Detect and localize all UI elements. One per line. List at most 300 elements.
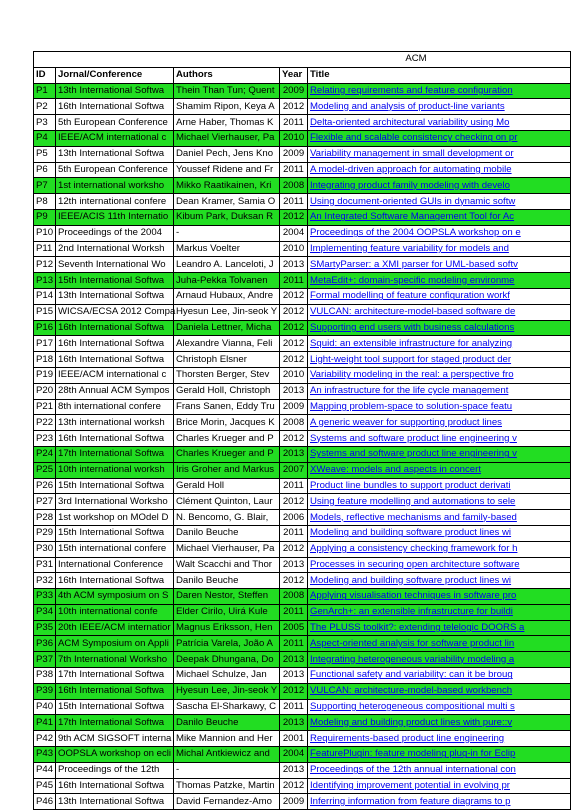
cell-journal: 15th International Softwa: [56, 699, 174, 715]
cell-id: P33: [34, 589, 56, 605]
cell-journal: Proceedings of the 12th: [56, 762, 174, 778]
cell-authors: Clément Quinton, Laur: [174, 494, 280, 510]
cell-year: 2012: [280, 209, 308, 225]
title-link[interactable]: GenArch+: an extensible infrastructure for buildi: [310, 606, 513, 618]
cell-year: 2013: [280, 762, 308, 778]
table-row: [34, 731, 571, 747]
table-row: [34, 431, 571, 447]
cell-journal: 16th International Softwa: [56, 336, 174, 352]
cell-authors: Youssef Ridene and Fr: [174, 162, 280, 178]
table-row: [34, 510, 571, 526]
title-link[interactable]: Integrating product family modeling with develo: [310, 179, 510, 191]
cell-authors: Hyesun Lee, Jin-seok Y: [174, 683, 280, 699]
cell-title: [308, 304, 571, 320]
cell-title: [308, 778, 571, 794]
table-row: [34, 336, 571, 352]
cell-journal: 17th International Softwa: [56, 668, 174, 684]
cell-id: P4: [34, 130, 56, 146]
cell-id: P17: [34, 336, 56, 352]
table-row: [34, 288, 571, 304]
title-link[interactable]: Inferring information from feature diagrams to p: [310, 795, 511, 807]
title-link[interactable]: Delta-oriented architectural variability using Mo: [310, 116, 510, 128]
cell-journal: 20th IEEE/ACM internatior: [56, 620, 174, 636]
header-journal: Jornal/Conference: [56, 67, 174, 83]
cell-journal: 1st international worksho: [56, 178, 174, 194]
cell-id: P6: [34, 162, 56, 178]
cell-year: 2010: [280, 241, 308, 257]
table-row: [34, 699, 571, 715]
table-row: [34, 304, 571, 320]
cell-id: P19: [34, 367, 56, 383]
cell-id: P9: [34, 209, 56, 225]
cell-authors: Shamim Ripon, Keya A: [174, 99, 280, 115]
cell-authors: Iris Groher and Markus: [174, 462, 280, 478]
cell-id: P15: [34, 304, 56, 320]
cell-title: [308, 431, 571, 447]
table-row: [34, 99, 571, 115]
cell-year: 2012: [280, 494, 308, 510]
cell-id: P16: [34, 320, 56, 336]
cell-title: [308, 699, 571, 715]
cell-journal: 28th Annual ACM Sympos: [56, 383, 174, 399]
cell-year: 2007: [280, 462, 308, 478]
cell-year: 2012: [280, 352, 308, 368]
cell-id: P14: [34, 288, 56, 304]
cell-id: P37: [34, 652, 56, 668]
cell-authors: Alexandre Vianna, Feli: [174, 336, 280, 352]
cell-title: [308, 794, 571, 810]
table-row: [34, 541, 571, 557]
cell-year: 2010: [280, 367, 308, 383]
cell-journal: ACM Symposium on Appli: [56, 636, 174, 652]
cell-title: [308, 494, 571, 510]
cell-id: P43: [34, 747, 56, 763]
cell-title: [308, 636, 571, 652]
cell-year: 2012: [280, 304, 308, 320]
title-link[interactable]: Requirements-based product line engineering: [310, 732, 505, 744]
cell-authors: Deepak Dhungana, Do: [174, 652, 280, 668]
table-row: [34, 415, 571, 431]
cell-journal: 17th International Softwa: [56, 446, 174, 462]
cell-journal: 16th International Softwa: [56, 431, 174, 447]
cell-journal: WICSA/ECSA 2012 Compa: [56, 304, 174, 320]
cell-journal: 13th International Softwa: [56, 83, 174, 99]
cell-title: [308, 541, 571, 557]
cell-authors: Charles Krueger and P: [174, 446, 280, 462]
title-link[interactable]: Using document-oriented GUIs in dynamic softw: [310, 195, 516, 207]
cell-year: 2013: [280, 652, 308, 668]
cell-id: P29: [34, 525, 56, 541]
cell-year: 2006: [280, 510, 308, 526]
cell-id: P38: [34, 668, 56, 684]
table-row: [34, 620, 571, 636]
table-row: [34, 399, 571, 415]
cell-authors: David Fernandez-Amo: [174, 794, 280, 810]
header-title: Title: [308, 67, 571, 83]
cell-authors: Sascha El-Sharkawy, C: [174, 699, 280, 715]
banner-cell: ACM: [34, 52, 571, 68]
cell-journal: 10th international confe: [56, 604, 174, 620]
cell-journal: 5th European Conference: [56, 115, 174, 131]
cell-year: 2013: [280, 715, 308, 731]
title-link[interactable]: Formal modelling of feature configuration workf: [310, 290, 510, 302]
cell-journal: 13th international worksh: [56, 415, 174, 431]
cell-title: [308, 352, 571, 368]
cell-authors: Danilo Beuche: [174, 573, 280, 589]
cell-year: 2011: [280, 604, 308, 620]
cell-journal: OOPSLA workshop on ecli: [56, 747, 174, 763]
cell-year: 2012: [280, 573, 308, 589]
table-row: [34, 241, 571, 257]
cell-year: 2013: [280, 257, 308, 273]
cell-title: [308, 478, 571, 494]
title-link[interactable]: Light-weight tool support for staged product der: [310, 353, 512, 365]
cell-year: 2001: [280, 731, 308, 747]
table-row: [34, 115, 571, 131]
cell-authors: Thein Than Tun; Quent: [174, 83, 280, 99]
cell-id: P27: [34, 494, 56, 510]
cell-title: [308, 225, 571, 241]
table-row: [34, 794, 571, 810]
cell-journal: 16th International Softwa: [56, 320, 174, 336]
cell-year: 2011: [280, 273, 308, 289]
cell-authors: Daniel Pech, Jens Kno: [174, 146, 280, 162]
cell-year: 2012: [280, 336, 308, 352]
cell-title: [308, 130, 571, 146]
cell-year: 2004: [280, 225, 308, 241]
table-row: [34, 715, 571, 731]
cell-journal: 15th international confere: [56, 541, 174, 557]
cell-title: [308, 399, 571, 415]
cell-title: [308, 320, 571, 336]
title-link[interactable]: Supporting heterogeneous compositional multi s: [310, 701, 515, 713]
title-link[interactable]: Implementing feature variability for models and: [310, 242, 509, 254]
table-row: [34, 367, 571, 383]
cell-title: [308, 241, 571, 257]
title-link[interactable]: VULCAN: architecture-model-based software de: [310, 306, 516, 318]
cell-authors: Arnaud Hubaux, Andre: [174, 288, 280, 304]
cell-authors: Danilo Beuche: [174, 715, 280, 731]
table-row: [34, 557, 571, 573]
cell-journal: 16th International Softwa: [56, 778, 174, 794]
cell-id: P39: [34, 683, 56, 699]
title-link[interactable]: A model-driven approach for automating mobile: [310, 163, 512, 175]
cell-year: 2013: [280, 383, 308, 399]
cell-id: P44: [34, 762, 56, 778]
cell-id: P41: [34, 715, 56, 731]
title-link[interactable]: Squid: an extensible infrastructure for analyzing: [310, 337, 513, 349]
title-link[interactable]: MetaEdit+: domain-specific modeling environme: [310, 274, 515, 286]
cell-id: P13: [34, 273, 56, 289]
cell-journal: 15th International Softwa: [56, 478, 174, 494]
cell-authors: Mike Mannion and Her: [174, 731, 280, 747]
cell-title: [308, 99, 571, 115]
cell-id: P26: [34, 478, 56, 494]
table-row: [34, 130, 571, 146]
cell-id: P10: [34, 225, 56, 241]
title-link[interactable]: Variability modeling in the real: a perspective fro: [310, 369, 514, 381]
cell-year: 2008: [280, 178, 308, 194]
cell-journal: 15th International Softwa: [56, 273, 174, 289]
title-link[interactable]: Applying visualisation techniques in software pro: [310, 590, 517, 602]
cell-title: [308, 462, 571, 478]
cell-year: 2009: [280, 399, 308, 415]
cell-authors: Brice Morin, Jacques K: [174, 415, 280, 431]
cell-authors: Christoph Elsner: [174, 352, 280, 368]
cell-journal: 13th International Softwa: [56, 146, 174, 162]
cell-authors: -: [174, 225, 280, 241]
cell-journal: 7th International Worksho: [56, 652, 174, 668]
papers-table: [33, 51, 571, 810]
cell-authors: Walt Scacchi and Thor: [174, 557, 280, 573]
table-row: [34, 383, 571, 399]
cell-id: P1: [34, 83, 56, 99]
title-link[interactable]: Identifying improvement potential in evolving pr: [310, 780, 510, 792]
cell-authors: Gerald Holl: [174, 478, 280, 494]
cell-title: [308, 747, 571, 763]
cell-year: 2012: [280, 99, 308, 115]
cell-journal: Proceedings of the 2004: [56, 225, 174, 241]
cell-id: P5: [34, 146, 56, 162]
cell-id: P31: [34, 557, 56, 573]
cell-year: 2005: [280, 620, 308, 636]
cell-authors: Gerald Holl, Christoph: [174, 383, 280, 399]
cell-title: [308, 257, 571, 273]
cell-journal: 5th European Conference: [56, 162, 174, 178]
cell-year: 2012: [280, 431, 308, 447]
title-link[interactable]: Flexible and scalable consistency checking on pr: [310, 132, 518, 144]
cell-title: [308, 383, 571, 399]
cell-year: 2008: [280, 415, 308, 431]
cell-authors: Daren Nestor, Steffen: [174, 589, 280, 605]
cell-year: 2008: [280, 589, 308, 605]
cell-id: P21: [34, 399, 56, 415]
cell-journal: 17th International Softwa: [56, 715, 174, 731]
title-link[interactable]: An Integrated Software Management Tool for Ac: [310, 211, 515, 223]
title-link[interactable]: Mapping problem-space to solution-space featu: [310, 400, 513, 412]
title-link[interactable]: Relating requirements and feature configuration: [310, 84, 513, 96]
table-row: [34, 762, 571, 778]
cell-journal: 12th international confere: [56, 194, 174, 210]
cell-title: [308, 288, 571, 304]
header-authors: Authors: [174, 67, 280, 83]
title-link[interactable]: Modeling and building software product lines wi: [310, 574, 512, 586]
cell-id: P22: [34, 415, 56, 431]
cell-year: 2012: [280, 320, 308, 336]
cell-title: [308, 652, 571, 668]
title-link[interactable]: Processes in securing open architecture software: [310, 558, 520, 570]
cell-id: P40: [34, 699, 56, 715]
cell-title: [308, 415, 571, 431]
cell-year: 2012: [280, 288, 308, 304]
cell-year: 2011: [280, 115, 308, 131]
cell-id: P32: [34, 573, 56, 589]
table-row: [34, 257, 571, 273]
cell-title: [308, 194, 571, 210]
cell-title: [308, 573, 571, 589]
cell-title: [308, 178, 571, 194]
cell-authors: Daniela Lettner, Micha: [174, 320, 280, 336]
cell-year: 2011: [280, 478, 308, 494]
cell-authors: Mikko Raatikainen, Kri: [174, 178, 280, 194]
title-link[interactable]: Systems and software product line engineering v: [310, 432, 517, 444]
title-link[interactable]: Modeling and building product lines with pure::v: [310, 716, 513, 728]
cell-id: P28: [34, 510, 56, 526]
title-link[interactable]: XWeave: models and aspects in concert: [310, 464, 482, 476]
cell-journal: IEEE/ACM international c: [56, 130, 174, 146]
cell-authors: Magnus Eriksson, Hen: [174, 620, 280, 636]
table-row: [34, 162, 571, 178]
cell-year: 2009: [280, 146, 308, 162]
title-link[interactable]: Supporting end users with business calculations: [310, 321, 515, 333]
cell-id: P46: [34, 794, 56, 810]
cell-authors: Michal Antkiewicz and: [174, 747, 280, 763]
cell-title: [308, 762, 571, 778]
cell-authors: Dean Kramer, Samia O: [174, 194, 280, 210]
title-link[interactable]: Variability management in small development or: [310, 148, 514, 160]
cell-title: [308, 273, 571, 289]
cell-title: [308, 115, 571, 131]
table-row: [34, 478, 571, 494]
cell-authors: Hyesun Lee, Jin-seok Y: [174, 304, 280, 320]
table-row: [34, 273, 571, 289]
cell-authors: -: [174, 762, 280, 778]
cell-authors: Kibum Park, Duksan R: [174, 209, 280, 225]
title-link[interactable]: Models, reflective mechanisms and family-based: [310, 511, 517, 523]
title-link[interactable]: A generic weaver for supporting product lines: [310, 416, 502, 428]
cell-title: [308, 604, 571, 620]
cell-id: P45: [34, 778, 56, 794]
title-link[interactable]: Functional safety and variability: can it be broug: [310, 669, 513, 681]
title-link[interactable]: Using feature modelling and automations to sele: [310, 495, 516, 507]
cell-title: [308, 336, 571, 352]
title-link[interactable]: Applying a consistency checking framework for h: [310, 543, 518, 555]
table-row: [34, 209, 571, 225]
spreadsheet-viewport: [33, 51, 550, 807]
cell-year: 2011: [280, 525, 308, 541]
title-link[interactable]: Proceedings of the 12th annual international con: [310, 764, 516, 776]
cell-authors: Danilo Beuche: [174, 525, 280, 541]
cell-title: [308, 589, 571, 605]
cell-title: [308, 731, 571, 747]
cell-authors: Michael Vierhauser, Pa: [174, 130, 280, 146]
title-link[interactable]: Systems and software product line engineering v: [310, 448, 517, 460]
cell-year: 2011: [280, 699, 308, 715]
cell-journal: 16th International Softwa: [56, 352, 174, 368]
header-row: [34, 67, 571, 83]
cell-year: 2011: [280, 636, 308, 652]
cell-id: P2: [34, 99, 56, 115]
cell-journal: 3rd International Worksho: [56, 494, 174, 510]
table-row: [34, 194, 571, 210]
cell-authors: Juha-Pekka Tolvanen: [174, 273, 280, 289]
title-link[interactable]: The PLUSS toolkit?: extending telelogic DOORS a: [310, 622, 525, 634]
table-row: [34, 352, 571, 368]
cell-id: P8: [34, 194, 56, 210]
cell-year: 2012: [280, 541, 308, 557]
cell-journal: 13th International Softwa: [56, 288, 174, 304]
cell-title: [308, 620, 571, 636]
cell-journal: 10th international worksh: [56, 462, 174, 478]
cell-authors: Thomas Patzke, Martin: [174, 778, 280, 794]
cell-year: 2011: [280, 194, 308, 210]
cell-id: P11: [34, 241, 56, 257]
title-link[interactable]: Modeling and building software product lines wi: [310, 527, 512, 539]
title-link[interactable]: Proceedings of the 2004 OOPSLA workshop on e: [310, 227, 521, 239]
cell-journal: IEEE/ACIS 11th Internatio: [56, 209, 174, 225]
title-link[interactable]: An infrastructure for the life cycle management: [310, 385, 509, 397]
cell-title: [308, 557, 571, 573]
cell-title: [308, 715, 571, 731]
cell-title: [308, 83, 571, 99]
cell-journal: 16th International Softwa: [56, 99, 174, 115]
cell-year: 2009: [280, 83, 308, 99]
cell-authors: Thorsten Berger, Stev: [174, 367, 280, 383]
table-row: [34, 525, 571, 541]
cell-title: [308, 668, 571, 684]
cell-id: P35: [34, 620, 56, 636]
cell-title: [308, 162, 571, 178]
cell-authors: Patrícia Varela, João A: [174, 636, 280, 652]
title-link[interactable]: FeaturePlugin: feature modeling plug-in for Eclip: [310, 748, 516, 760]
title-link[interactable]: Product line bundles to support product derivati: [310, 479, 511, 491]
cell-authors: Michael Schulze, Jan: [174, 668, 280, 684]
cell-authors: Markus Voelter: [174, 241, 280, 257]
cell-id: P3: [34, 115, 56, 131]
cell-year: 2012: [280, 778, 308, 794]
cell-id: P30: [34, 541, 56, 557]
table-row: [34, 652, 571, 668]
cell-journal: 2nd International Worksh: [56, 241, 174, 257]
cell-year: 2013: [280, 446, 308, 462]
title-link[interactable]: VULCAN: architecture-model-based workbench: [310, 685, 513, 697]
cell-authors: Charles Krueger and P: [174, 431, 280, 447]
header-year: Year: [280, 67, 308, 83]
cell-id: P7: [34, 178, 56, 194]
cell-authors: N. Bencomo, G. Blair,: [174, 510, 280, 526]
title-link[interactable]: SMartyParser: a XMI parser for UML-based softv: [310, 258, 518, 270]
cell-journal: Seventh International Wo: [56, 257, 174, 273]
title-link[interactable]: Modeling and analysis of product-line variants: [310, 100, 505, 112]
cell-authors: Arne Haber, Thomas K: [174, 115, 280, 131]
title-link[interactable]: Integrating heterogeneous variability modeling a: [310, 653, 515, 665]
table-row: [34, 225, 571, 241]
table-row: [34, 668, 571, 684]
cell-id: P25: [34, 462, 56, 478]
cell-title: [308, 146, 571, 162]
cell-year: 2011: [280, 162, 308, 178]
table-row: [34, 604, 571, 620]
cell-year: 2009: [280, 794, 308, 810]
cell-title: [308, 209, 571, 225]
cell-id: P36: [34, 636, 56, 652]
table-row: [34, 146, 571, 162]
cell-title: [308, 510, 571, 526]
title-link[interactable]: Aspect-oriented analysis for software product lin: [310, 637, 515, 649]
cell-id: P23: [34, 431, 56, 447]
cell-journal: 9th ACM SIGSOFT interna: [56, 731, 174, 747]
cell-journal: IEEE/ACM international c: [56, 367, 174, 383]
table-row: [34, 636, 571, 652]
cell-title: [308, 525, 571, 541]
table-row: [34, 747, 571, 763]
table-row: [34, 494, 571, 510]
table-row: [34, 178, 571, 194]
table-row: [34, 83, 571, 99]
cell-id: P12: [34, 257, 56, 273]
cell-journal: 16th International Softwa: [56, 573, 174, 589]
table-row: [34, 778, 571, 794]
